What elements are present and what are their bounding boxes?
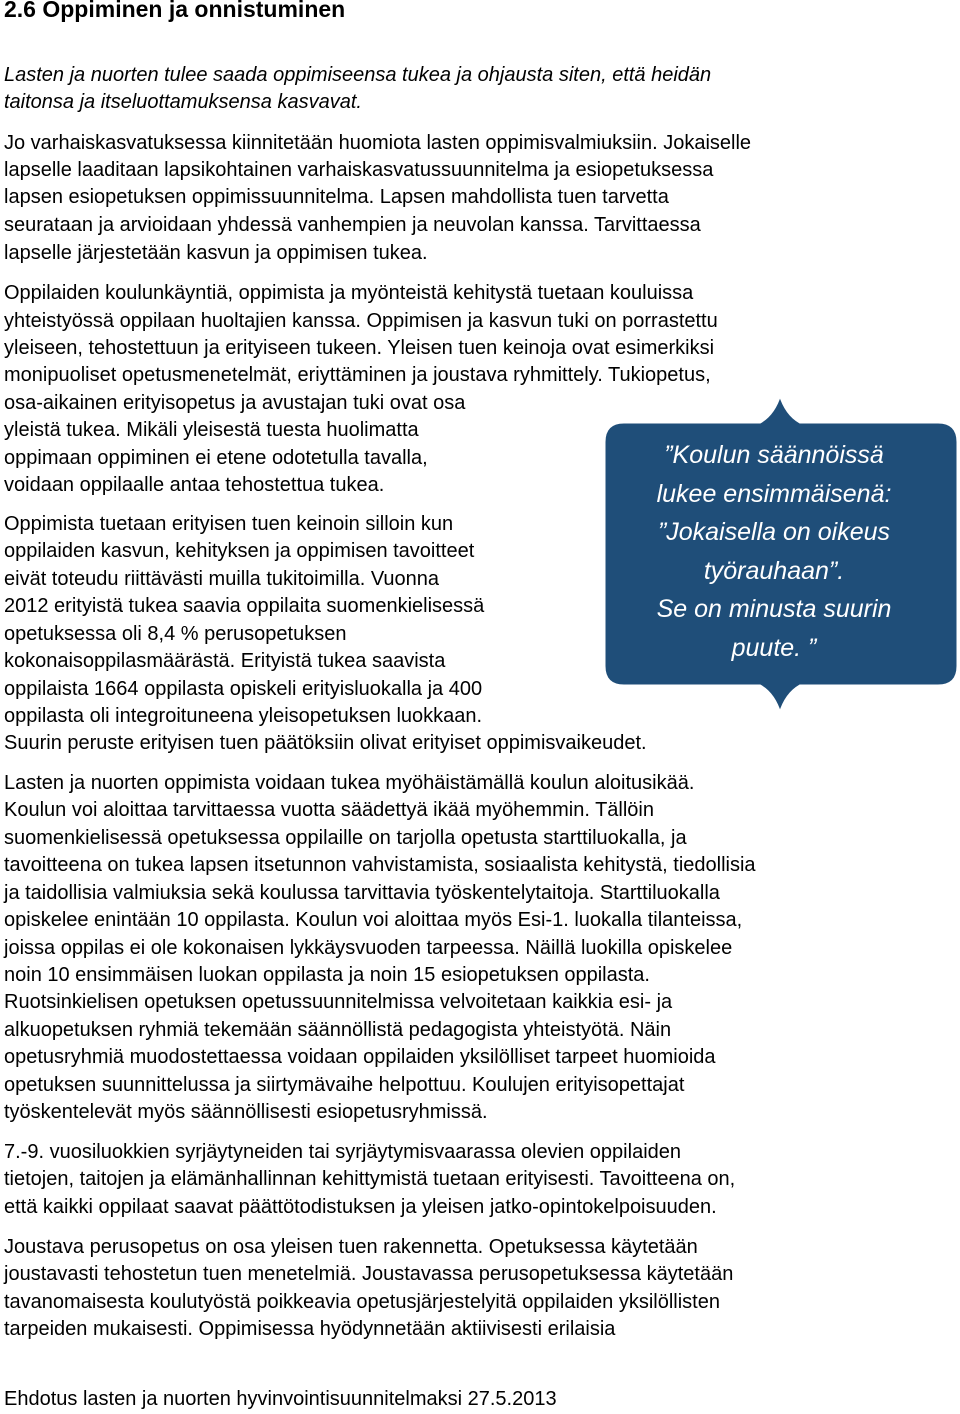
text-line: Ruotsinkielisen opetuksen opetussuunnitelmissa velvoitetaan kaikkia esi- ja [4, 991, 673, 1013]
text-line: yleiseen, tehostettuun ja erityiseen tukeen. Yleisen tuen keinoja ovat esimerkiksi [4, 337, 715, 359]
text-line: monipuoliset opetusmenetelmät, eriyttäminen ja joustava ryhmittely. Tukiopetus, [4, 364, 711, 386]
callout-quote-text [602, 436, 946, 667]
quote-line: ”Jokaisella on oikeus [657, 518, 891, 546]
text-line: oppilasta oli integroituneena yleisopetuksen luokkaan. [4, 705, 483, 727]
text-line: voidaan oppilaalle antaa tehostettua tukea. [4, 474, 385, 496]
text-line: Lasten ja nuorten oppimista voidaan tukea myöhäistämällä koulun aloitusikää. [4, 772, 695, 794]
text-line: Lasten ja nuorten tulee saada oppimiseensa tukea ja ohjausta siten, että heidän [4, 64, 712, 86]
text-line: oppilaista 1664 oppilasta opiskeli erityisluokalla ja 400 [4, 678, 483, 700]
text-line: oppilaiden kasvun, kehityksen ja oppimisen tavoitteet [4, 540, 475, 562]
text-line: yleistä tukea. Mikäli yleisestä tuesta huolimatta [4, 419, 419, 441]
text-line: tavanomaisesta koulutyöstä poikkeavia opetusjärjestelyitä oppilaiden yksilöllisten [4, 1291, 720, 1313]
text-line: alkuopetuksen ryhmiä tekemään säännöllistä pedagogista yhteistyötä. Näin [4, 1019, 672, 1041]
quote-line: ”Koulun säännöissä [664, 441, 884, 469]
text-line: noin 10 ensimmäisen luokan oppilasta ja noin 15 esiopetuksen oppilasta. [4, 964, 650, 986]
text-line: lapsen esiopetuksen oppimissuunnitelma. Lapsen mahdollista tuen tarvetta [4, 186, 669, 208]
text-line: 7.-9. vuosiluokkien syrjäytyneiden tai syrjäytymisvaarassa olevien oppilaiden [4, 1141, 682, 1163]
text-line: opetusryhmiä muodostettaessa voidaan oppilaiden yksilölliset tarpeet huomioida [4, 1046, 716, 1068]
quote-callout [590, 390, 960, 720]
text-line: kokonaisoppilasmäärästä. Erityistä tukea saavista [4, 650, 446, 672]
text-line: opetuksessa oli 8,4 % perusopetuksen [4, 623, 347, 645]
quote-line: työrauhaan”. [703, 556, 845, 585]
text-line: Joustava perusopetus on osa yleisen tuen rakennetta. Opetuksessa käytetään [4, 1236, 698, 1258]
text-line: lapselle järjestetään kasvun ja oppimisen tukea. [4, 242, 428, 264]
text-line: yhteistyössä oppilaan huoltajien kanssa. Oppimisen ja kasvun tuki on porrastettu [4, 310, 718, 332]
text-line: työskentelevät myös säännöllisesti esiopetusryhmissä. [4, 1101, 488, 1123]
text-line: tavoitteena on tukea lapsen itsetunnon vahvistamista, sosiaalista kehitystä, tiedollisia [4, 854, 756, 876]
text-line: Jo varhaiskasvatuksessa kiinnitetään huomiota lasten oppimisvalmiuksiin. Jokaiselle [4, 132, 752, 154]
text-line: tietojen, taitojen ja elämänhallinnan kehittymistä tuetaan erityisesti. Tavoitteena on, [4, 1168, 736, 1190]
quote-line: lukee ensimmäisenä: [656, 479, 892, 508]
text-line: että kaikki oppilaat saavat päättötodistuksen ja yleisen jatko-opintokelpoisuuden. [4, 1196, 717, 1218]
text-line: joustavasti tehostetun tuen menetelmiä. Joustavassa perusopetuksessa käytetään [4, 1263, 734, 1285]
page-footer: Ehdotus lasten ja nuorten hyvinvointisuunnitelmaksi 27.5.2013 [4, 1388, 557, 1410]
text-line: Koulun voi aloittaa tarvittaessa vuotta säädettyä ikää myöhemmin. Tällöin [4, 799, 654, 821]
text-line: joissa oppilas ei ole kokonaisen lykkäysvuoden tarpeessa. Näillä luokilla opiskelee [4, 937, 733, 959]
quote-line: puute. ” [731, 633, 817, 662]
text-line: seurataan ja arvioidaan yhdessä vanhempien ja neuvolan kanssa. Tarvittaessa [4, 214, 701, 236]
section-heading: 2.6 Oppiminen ja onnistuminen [4, 0, 346, 22]
text-line: Oppilaiden koulunkäyntiä, oppimista ja myönteistä kehitystä tuetaan kouluissa [4, 282, 694, 304]
text-line: osa-aikainen erityisopetus ja avustajan tuki ovat osa [4, 392, 466, 414]
quote-line: Se on minusta suurin [656, 595, 892, 623]
text-line: ja taidollisia valmiuksia sekä koulussa tarvittavia työskentelytaitoja. Starttiluokalla [4, 882, 720, 904]
text-line: eivät toteudu riittävästi muilla tukitoimilla. Vuonna [4, 568, 440, 590]
text-line: 2012 erityistä tukea saavia oppilaita suomenkielisessä [4, 595, 485, 617]
text-line: tarpeiden mukaisesti. Oppimisessa hyödynnetään aktiivisesti erilaisia [4, 1318, 616, 1340]
text-line: suomenkielisessä opetuksessa oppilaille on tarjolla opetusta starttiluokalla, ja [4, 827, 687, 849]
text-line: lapselle laaditaan lapsikohtainen varhaiskasvatussuunnitelma ja esiopetuksessa [4, 159, 714, 181]
text-line: taitonsa ja itseluottamuksensa kasvavat. [4, 91, 362, 113]
text-line: Suurin peruste erityisen tuen päätöksiin olivat erityiset oppimisvaikeudet. [4, 732, 647, 754]
text-line: opetuksen suunnittelussa ja siirtymävaihe helpottuu. Koulujen erityisopettajat [4, 1074, 685, 1096]
text-line: oppimaan oppiminen ei etene odotetulla tavalla, [4, 447, 428, 469]
text-line: Oppimista tuetaan erityisen tuen keinoin silloin kun [4, 513, 454, 535]
text-line: opiskelee enintään 10 oppilasta. Koulun voi aloittaa myös Esi-1. luokalla tilanteissa, [4, 909, 743, 931]
